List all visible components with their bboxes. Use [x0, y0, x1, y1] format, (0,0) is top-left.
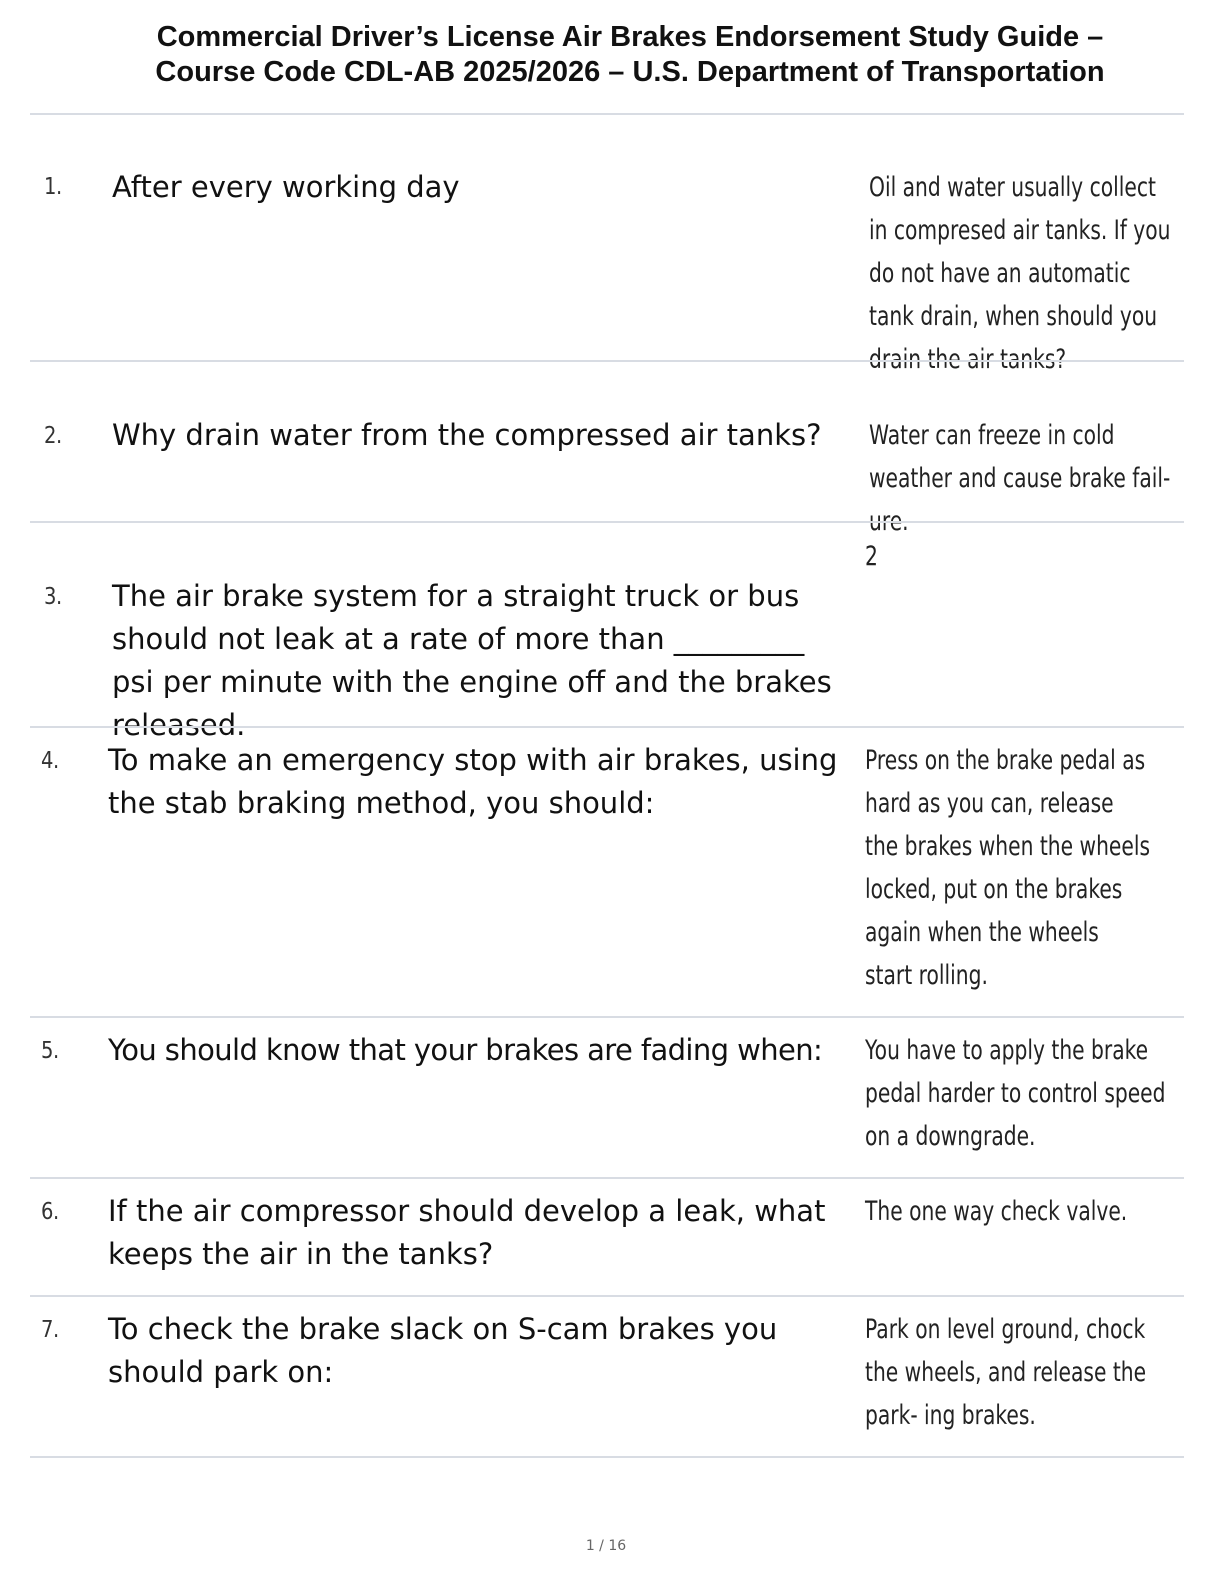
question-text: Why drain water from the compressed air tanks? — [112, 418, 822, 452]
item-number: 7. — [41, 1317, 59, 1343]
divider — [30, 1295, 1184, 1297]
page-number: 1 / 16 — [585, 1538, 627, 1554]
divider — [30, 1016, 1184, 1018]
answer-text: You have to apply the brake pedal harder to control speed on a downgrade. — [865, 1035, 1166, 1152]
question-text: To make an emergency stop with air brakes, using the stab braking method, you should: — [108, 743, 838, 820]
divider — [30, 1177, 1184, 1179]
question-text: The air brake system for a straight truck or bus should not leak at a rate of more than _________ psi per minute with the engine off and the brakes released. — [112, 579, 832, 742]
divider — [30, 521, 1184, 523]
divider — [30, 1456, 1184, 1458]
divider — [30, 113, 1184, 115]
title-line-1: Commercial Driver’s License Air Brakes Endorsement Study Guide – — [156, 21, 1104, 53]
answer-text: Water can freeze in cold weather and cause brake fail- ure. — [869, 420, 1171, 537]
item-number: 6. — [41, 1199, 59, 1225]
item-number: 5. — [41, 1038, 59, 1064]
item-number: 1. — [44, 174, 62, 200]
question-text: To check the brake slack on S-cam brakes you should park on: — [108, 1312, 778, 1389]
item-number: 3. — [44, 584, 62, 610]
question-text: After every working day — [112, 170, 460, 204]
title-line-2: Course Code CDL-AB 2025/2026 – U.S. Department of Transportation — [155, 56, 1105, 88]
question-text: You should know that your brakes are fading when: — [108, 1033, 823, 1067]
question-text: If the air compressor should develop a leak, what keeps the air in the tanks? — [108, 1194, 826, 1271]
answer-text: Oil and water usually collect in compresed air tanks. If you do not have an automatic tank drain, when should you drain the air tanks? — [869, 172, 1171, 375]
item-number: 4. — [41, 748, 59, 774]
item-number: 2. — [44, 423, 62, 449]
answer-text: 2 — [865, 541, 878, 572]
answer-text: Press on the brake pedal as hard as you can, release the brakes when the wheels locked, put on the brakes again when the wheels start rolling. — [865, 745, 1150, 991]
answer-text: Park on level ground, chock the wheels, and release the park- ing brakes. — [865, 1314, 1147, 1431]
divider — [30, 360, 1184, 362]
divider — [30, 726, 1184, 728]
page-title — [0, 20, 1224, 90]
answer-text: The one way check valve. — [865, 1196, 1128, 1227]
